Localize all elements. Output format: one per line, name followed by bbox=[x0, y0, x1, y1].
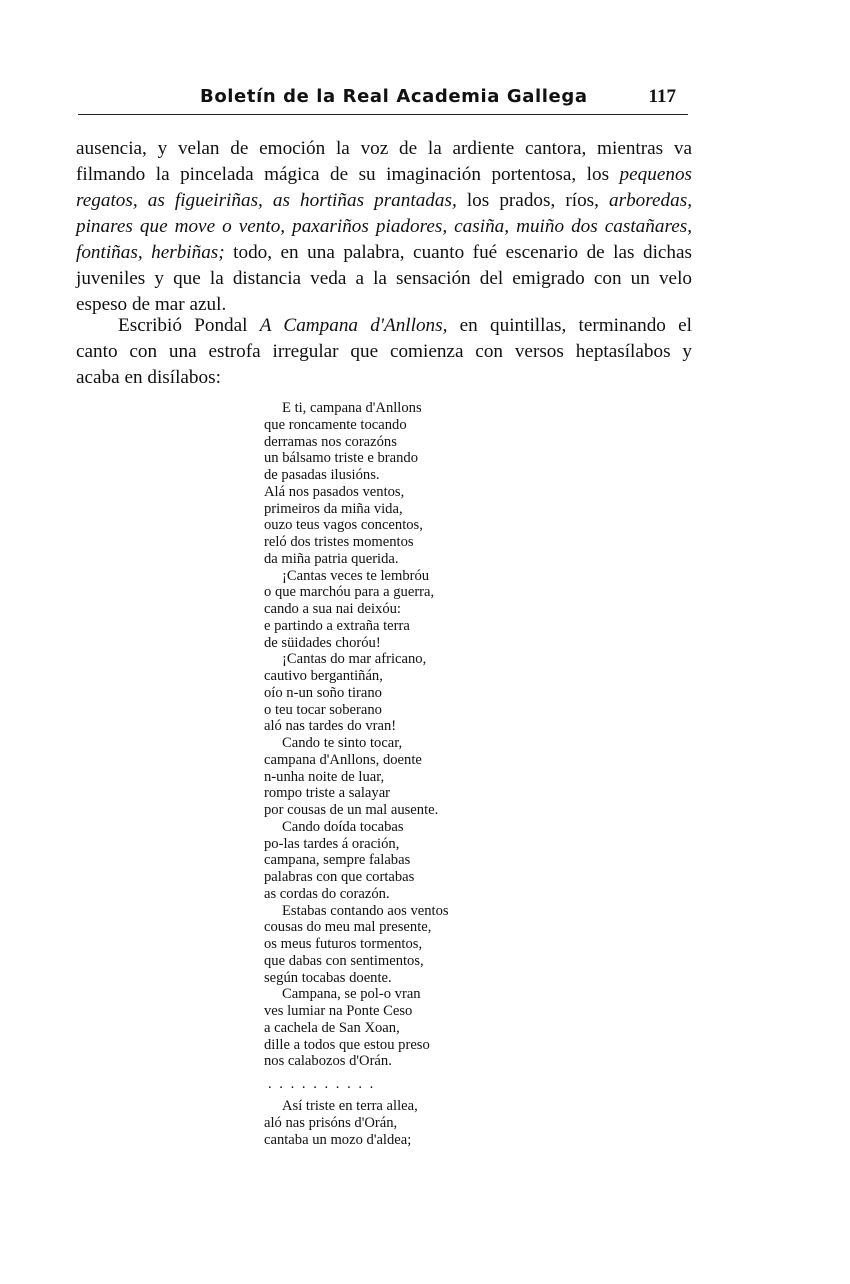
text-line bbox=[76, 136, 692, 162]
poem-verse: ves lumiar na Ponte Ceso bbox=[264, 1003, 413, 1019]
text-line bbox=[76, 339, 692, 365]
text-run: juveniles y que la distancia veda a la sensación del emigrado con un velo bbox=[76, 268, 692, 289]
poem-verse: nos calabozos d'Orán. bbox=[264, 1053, 392, 1070]
poem-verse: da miña patria querida. bbox=[264, 550, 399, 567]
poem-verse: que roncamente tocando bbox=[264, 416, 407, 433]
poem-verse: oío n-un soño tirano bbox=[264, 684, 382, 701]
text-line bbox=[76, 266, 692, 292]
poem-verse: rompo triste a salayar bbox=[264, 785, 391, 802]
poem-verse: aló nas prisóns d'Orán, bbox=[264, 1114, 398, 1131]
poem-verse: palabras con que cortabas bbox=[264, 869, 415, 885]
poem-verse: a cachela de San Xoan, bbox=[264, 1019, 400, 1036]
poem-verse: según tocabas doente. bbox=[264, 969, 392, 986]
poem-verse: po-las tardes á oración, bbox=[264, 835, 400, 852]
poem-verse: por cousas de un mal ausente. bbox=[264, 802, 439, 818]
text-run: los prados, ríos, bbox=[456, 190, 610, 211]
poem-verse: Cando te sinto tocar, bbox=[282, 735, 403, 751]
paragraph-1 bbox=[76, 136, 692, 318]
poem-verse: campana, sempre falabas bbox=[264, 852, 411, 869]
paragraph-2 bbox=[76, 313, 692, 391]
text-run: canto con una estrofa irregular que comienza con versos heptasílabos y bbox=[76, 341, 692, 362]
poem-verse: derramas nos corazóns bbox=[264, 433, 397, 450]
poem-verse: Campana, se pol-o vran bbox=[282, 986, 421, 1003]
poem-verse: ¡Cantas do mar africano, bbox=[282, 651, 427, 668]
poem-verse: un bálsamo triste e brando bbox=[264, 450, 419, 467]
poem-verse: cando a sua nai deixóu: bbox=[264, 601, 401, 617]
poem-verse: ¡Cantas veces te lembróu bbox=[282, 567, 430, 584]
running-title: Boletín de la Real Academia Gallega bbox=[200, 86, 588, 107]
text-run: filmando la pincelada mágica de su imaginación portentosa, los bbox=[76, 164, 620, 185]
text-run: en quintillas, terminando el bbox=[447, 315, 692, 336]
poem-verse: as cordas do corazón. bbox=[264, 885, 390, 902]
poem-verse: de pasadas ilusións. bbox=[264, 467, 380, 483]
poem-verse: os meus futuros tormentos, bbox=[264, 936, 423, 952]
poem-verse: n-unha noite de luar, bbox=[264, 768, 385, 785]
italic-quote: arboredas, bbox=[609, 190, 693, 211]
poem-verse: e partindo a extraña terra bbox=[264, 617, 410, 634]
italic-quote: pequenos bbox=[619, 164, 692, 185]
poem-verse: que dabas con sentimentos, bbox=[264, 952, 424, 969]
page-header bbox=[78, 84, 688, 115]
text-run: acaba en disílabos: bbox=[76, 367, 221, 388]
poem-verse: Alá nos pasados ventos, bbox=[264, 483, 405, 500]
poem-verse: de süidades choróu! bbox=[264, 634, 381, 651]
poem-verse: campana d'Anllons, doente bbox=[264, 751, 422, 768]
poem-verse: Así triste en terra allea, bbox=[282, 1098, 418, 1114]
poem-block bbox=[264, 400, 449, 1148]
poem-verse: cousas do meu mal presente, bbox=[264, 919, 432, 936]
poem-verse: Estabas contando aos ventos bbox=[282, 902, 449, 919]
text-line bbox=[76, 214, 692, 240]
poem-verse: reló dos tristes momentos bbox=[264, 534, 414, 550]
poem-verse: cautivo bergantiñán, bbox=[264, 668, 383, 684]
text-run: espeso de mar azul. bbox=[76, 294, 227, 315]
italic-quote: fontiñas, herbiñas; bbox=[76, 242, 225, 263]
text-run: ausencia, y velan de emoción la voz de la ardiente cantora, mientras va bbox=[76, 138, 692, 159]
italic-quote: A Campana d'Anllons, bbox=[259, 315, 448, 336]
page-number: 117 bbox=[648, 86, 676, 107]
italic-quote: regatos, as figueiriñas, as hortiñas prantadas, bbox=[76, 190, 457, 211]
text-line bbox=[76, 188, 692, 214]
poem-verse: o teu tocar soberano bbox=[264, 701, 382, 718]
text-line bbox=[76, 162, 692, 188]
italic-quote: pinares que move o vento, paxariños piadores, casiña, muiño dos castañares, bbox=[76, 216, 692, 237]
ellipsis-line: . . . . . . . . . . bbox=[268, 1076, 376, 1092]
poem-verse: ouzo teus vagos concentos, bbox=[264, 517, 423, 534]
poem-verse: Cando doída tocabas bbox=[282, 818, 404, 835]
poem-verse: E ti, campana d'Anllons bbox=[282, 400, 422, 416]
text-line bbox=[76, 365, 692, 391]
poem-verse: primeiros da miña vida, bbox=[264, 500, 403, 517]
poem-verse: cantaba un mozo d'aldea; bbox=[264, 1131, 412, 1148]
text-line bbox=[76, 313, 692, 339]
text-line bbox=[76, 240, 692, 266]
poem-verse: o que marchóu para a guerra, bbox=[264, 584, 435, 601]
text-run: Escribió Pondal bbox=[118, 315, 260, 336]
text-run: todo, en una palabra, cuanto fué escenario de las dichas bbox=[224, 242, 692, 263]
poem-verse: dille a todos que estou preso bbox=[264, 1036, 430, 1053]
poem-verse: aló nas tardes do vran! bbox=[264, 718, 397, 735]
